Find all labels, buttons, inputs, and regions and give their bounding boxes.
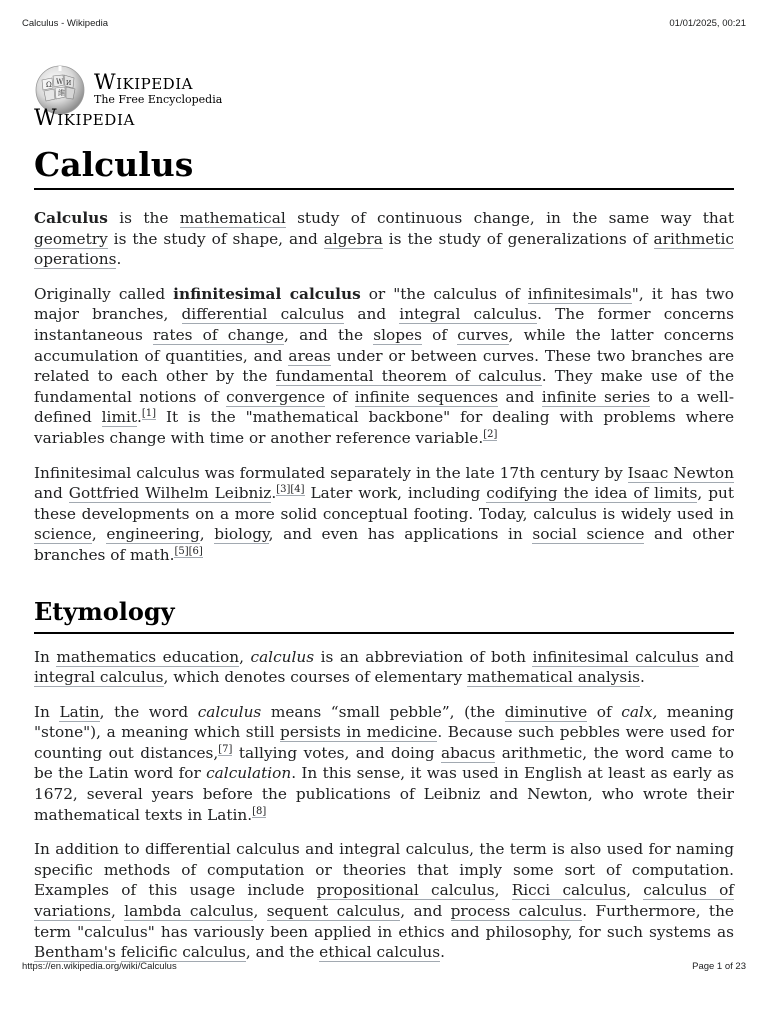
link-propositional-calculus[interactable]: propositional calculus [316, 881, 495, 900]
link-abacus[interactable]: abacus [441, 743, 496, 762]
link-areas[interactable]: areas [288, 346, 331, 365]
text: , [626, 881, 644, 900]
text: arithmetic, the word came to be the Latin word for [34, 743, 734, 783]
intro-paragraph-1 [34, 208, 734, 270]
text: and [698, 647, 734, 666]
link-mathematical[interactable]: mathematical [179, 209, 286, 227]
text: means “small pebble”, (the [261, 702, 505, 721]
print-datetime: 01/01/2025, 00:21 [669, 18, 746, 29]
text: . In this sense, it was used in English at least as early as 1672, several years before the publications of Leibniz and Newton, who wrote their mathematical texts in Latin. [34, 764, 734, 824]
reference-4[interactable]: [4] [290, 484, 305, 496]
link-sequent-calculus[interactable]: sequent calculus [266, 902, 401, 921]
wikipedia-wordmark: Wikipedia [34, 106, 135, 131]
title-divider [34, 188, 734, 190]
link-ricci-calculus[interactable]: Ricci calculus [511, 881, 627, 900]
text: of [587, 702, 622, 721]
text: . [137, 408, 142, 427]
text: , [199, 525, 215, 544]
text: or "the calculus of [360, 284, 528, 303]
text: of [325, 387, 355, 406]
link-isaac-newton[interactable]: Isaac Newton [627, 463, 734, 482]
link-biology[interactable]: biology [214, 525, 269, 544]
link-infinitesimal-calculus[interactable]: infinitesimal calculus [532, 647, 699, 666]
text: . [640, 668, 645, 687]
link-bentham[interactable]: Bentham's [34, 943, 116, 962]
text [116, 943, 121, 961]
link-science[interactable]: science [34, 525, 92, 544]
text: Originally called [34, 284, 174, 303]
logo-wordmark: Wikipedia [94, 70, 193, 94]
text: and other branches of math. [34, 525, 734, 564]
link-mathematical-analysis[interactable]: mathematical analysis [466, 668, 640, 687]
reference-5[interactable]: [5] [174, 545, 189, 557]
text: , [91, 525, 107, 544]
text: Infinitesimal calculus was formulated separately in the late 17th century by [34, 463, 628, 482]
text: In [34, 647, 57, 666]
link-slopes[interactable]: slopes [373, 325, 422, 344]
text: to a well-defined [34, 387, 734, 427]
link-mathematics-education[interactable]: mathematics education [56, 647, 240, 666]
text: , [111, 902, 125, 921]
text: is the study of shape, and [107, 229, 324, 248]
text: , and [400, 902, 451, 921]
link-process-calculus[interactable]: process calculus [450, 902, 583, 921]
text: . Because such pebbles were used for counting out distances, [34, 723, 734, 762]
link-codifying-limits[interactable]: codifying the idea of limits [486, 484, 698, 503]
bold-term: Calculus [34, 209, 108, 227]
text: and [498, 387, 542, 406]
text: , which denotes courses of elementary [163, 668, 467, 687]
link-diminutive[interactable]: diminutive [504, 702, 588, 721]
text: , and the [284, 325, 374, 344]
link-leibniz[interactable]: Gottfried Wilhelm Leibniz [68, 484, 272, 503]
svg-text:W: W [56, 78, 64, 86]
text: ", it has two major branches, [34, 284, 734, 324]
text: It is the "mathematical backbone" for dealing with problems where variables change with time or another reference variable. [34, 408, 735, 447]
italic-term: calculus [250, 647, 315, 666]
reference-1[interactable]: [1] [141, 408, 157, 420]
text: meaning "stone"), a meaning which still [34, 702, 734, 742]
text: is an abbreviation of both [314, 647, 533, 666]
text: is the [107, 209, 180, 227]
link-convergence[interactable]: convergence [226, 387, 326, 406]
text: , put these developments on a more solid conceptual footing. Today, calculus is widely used in [34, 484, 734, 523]
link-calculus-of-variations[interactable]: calculus of variations [34, 881, 734, 921]
link-differential-calculus[interactable]: differential calculus [181, 305, 345, 324]
intro-paragraph-3 [34, 463, 734, 566]
link-geometry[interactable]: geometry [34, 229, 108, 248]
link-persists-in-medicine[interactable]: persists in medicine [280, 723, 438, 742]
text: , and the [245, 943, 320, 962]
link-integral-calculus-2[interactable]: integral calculus [34, 668, 164, 687]
text: In [34, 702, 60, 721]
text: , while the latter concerns accumulation of quantities, and [34, 325, 734, 365]
link-infinitesimals[interactable]: infinitesimals [527, 284, 632, 303]
link-algebra[interactable]: algebra [323, 229, 383, 248]
text: is the study of generalizations of [382, 229, 654, 248]
text: study of continuous change, in the same way that [285, 209, 734, 227]
link-social-science[interactable]: social science [532, 525, 645, 544]
svg-text:Ω: Ω [46, 81, 52, 89]
text: . The former concerns instantaneous [34, 305, 734, 344]
intro-paragraph-2 [34, 284, 734, 449]
page-title: Calculus [34, 145, 194, 184]
link-infinite-series[interactable]: infinite series [541, 387, 651, 406]
text: , [239, 647, 251, 666]
print-header [22, 18, 746, 29]
etymology-paragraph-1 [34, 647, 734, 688]
link-engineering[interactable]: engineering [106, 525, 200, 544]
text: . They make use of the fundamental notions of [34, 367, 734, 406]
text: , and even has applications in [268, 525, 533, 544]
text: . [440, 943, 446, 962]
text: and [34, 484, 69, 503]
bold-term: infinitesimal calculus [173, 284, 361, 303]
link-infinite-sequences[interactable]: infinite sequences [354, 387, 499, 406]
italic-term: calx, [621, 702, 658, 721]
section-heading-etymology: Etymology [34, 596, 175, 626]
print-page-title: Calculus - Wikipedia [22, 18, 109, 29]
link-lambda-calculus[interactable]: lambda calculus [124, 902, 254, 921]
text: Later work, including [304, 484, 487, 503]
section-divider [34, 632, 734, 634]
print-footer [22, 961, 746, 972]
print-page-number: Page 1 of 23 [692, 961, 746, 972]
text: . [116, 250, 122, 269]
link-ethical-calculus[interactable]: ethical calculus [319, 943, 441, 962]
italic-term: calculus [197, 702, 262, 721]
logo-tagline: The Free Encyclopedia [94, 93, 223, 106]
reference-7[interactable]: [7] [218, 743, 233, 755]
link-curves[interactable]: curves [457, 325, 509, 344]
text: . [271, 484, 277, 503]
text: and [344, 305, 400, 324]
article-body [34, 208, 734, 977]
reference-6[interactable]: [6] [188, 545, 203, 557]
text: tallying votes, and doing [232, 743, 441, 762]
svg-text:И: И [66, 80, 72, 87]
link-latin[interactable]: Latin [59, 702, 100, 721]
text: , the word [99, 702, 198, 721]
reference-2[interactable]: [2] [483, 428, 498, 440]
text: , [494, 881, 512, 900]
link-limit[interactable]: limit [101, 408, 137, 427]
text: under or between curves. These two branches are related to each other by the [34, 346, 734, 386]
italic-term: calculation [206, 764, 292, 783]
link-rates-of-change[interactable]: rates of change [153, 325, 284, 344]
link-felicific-calculus[interactable]: felicific calculus [120, 943, 246, 962]
text: . Furthermore, the term "calculus" has variously been applied in ethics and philosophy, for such systems as [34, 902, 734, 941]
reference-3[interactable]: [3] [276, 484, 291, 496]
reference-8[interactable]: [8] [252, 805, 267, 817]
link-fundamental-theorem[interactable]: fundamental theorem of calculus [275, 367, 542, 386]
link-arithmetic-operations[interactable]: arithmetic operations [34, 229, 735, 269]
print-url: https://en.wikipedia.org/wiki/Calculus [22, 961, 177, 972]
etymology-paragraph-2 [34, 702, 734, 826]
text: In addition to differential calculus and integral calculus, the term is also used for naming specific methods of computation or theories that imply some sort of computation. Examples of this usage include [34, 840, 734, 900]
svg-text:維: 維 [58, 89, 65, 97]
etymology-paragraph-3 [34, 839, 734, 963]
link-integral-calculus[interactable]: integral calculus [399, 305, 538, 324]
text: , [253, 902, 267, 921]
text: of [421, 325, 458, 344]
